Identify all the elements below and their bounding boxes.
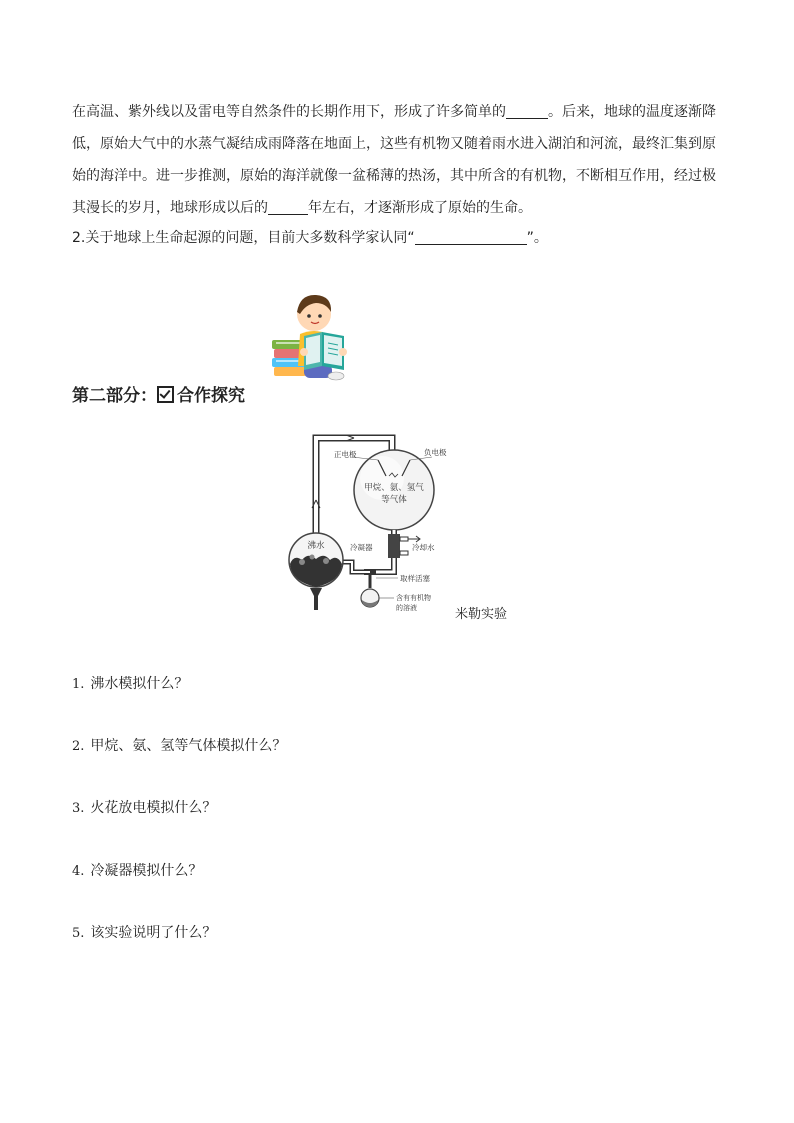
question-1-number: 1. bbox=[72, 677, 85, 692]
intro-paragraph bbox=[72, 96, 722, 224]
intro-line-1-a: 在高温、紫外线以及雷电等自然条件的长期作用下，形成了许多简单的 bbox=[72, 104, 506, 120]
reading-boy-illustration bbox=[270, 290, 350, 382]
question-2 bbox=[72, 735, 286, 755]
section-title-prefix: 第二部分： bbox=[72, 386, 157, 406]
section-title-rest: 合作探究 bbox=[177, 386, 245, 406]
diagram-caption: 米勒实验 bbox=[455, 607, 508, 622]
label-solution-line-2: 的溶液 bbox=[396, 604, 417, 612]
question-2-number: 2. bbox=[72, 739, 85, 754]
miller-experiment-diagram bbox=[282, 430, 522, 625]
question-5-text: 该实验说明了什么？ bbox=[90, 925, 217, 941]
question-3-text: 火花放电模拟什么？ bbox=[90, 800, 217, 816]
question-2-fill bbox=[72, 224, 548, 252]
question-5-number: 5. bbox=[72, 926, 85, 941]
answer-blank-years[interactable] bbox=[268, 200, 308, 215]
label-condenser: 冷凝器 bbox=[350, 543, 373, 552]
label-positive-electrode: 正电极 bbox=[334, 450, 357, 459]
intro-line-2: 低，原始大气中的水蒸气凝结成雨降落在地面上，这些有机物又随着雨水进入湖泊和河流，最终汇集到原 bbox=[72, 136, 716, 152]
question-4 bbox=[72, 860, 202, 880]
question-2-text: 甲烷、氨、氢等气体模拟什么？ bbox=[90, 738, 287, 754]
label-sampling-valve: 取样活塞 bbox=[400, 574, 430, 583]
label-negative-electrode: 负电极 bbox=[424, 448, 447, 457]
section-title bbox=[72, 381, 245, 406]
question-3 bbox=[72, 797, 216, 817]
checkbox-icon bbox=[157, 386, 174, 403]
intro-line-4-b: 年左右，才逐渐形成了原始的生命。 bbox=[308, 200, 532, 216]
question-2-prefix: 2.关于地球上生命起源的问题，目前大多数科学家认同“ bbox=[72, 230, 415, 246]
label-gas-line-1: 甲烷、氨、氢气 bbox=[364, 483, 424, 493]
label-boiling-water: 沸水 bbox=[307, 541, 325, 551]
label-gas-line-2: 等气体 bbox=[381, 495, 407, 505]
answer-blank-organic[interactable] bbox=[506, 104, 548, 119]
intro-line-1-b: 。后来，地球的温度逐渐降 bbox=[548, 104, 716, 120]
label-cooling-water: 冷却水 bbox=[412, 543, 435, 552]
question-5 bbox=[72, 922, 216, 942]
question-1-text: 沸水模拟什么？ bbox=[90, 676, 189, 692]
question-2-suffix: ”。 bbox=[526, 230, 548, 246]
question-4-text: 冷凝器模拟什么？ bbox=[90, 863, 203, 879]
label-solution-line-1: 含有有机物 bbox=[396, 594, 431, 602]
intro-line-3: 始的海洋中。进一步推测，原始的海洋就像一盆稀薄的热汤，其中所含的有机物，不断相互作用，经过极 bbox=[72, 168, 716, 184]
question-1 bbox=[72, 673, 188, 693]
intro-line-1 bbox=[72, 96, 722, 128]
answer-blank-theory[interactable] bbox=[415, 230, 527, 245]
question-4-number: 4. bbox=[72, 864, 85, 879]
intro-line-4-a: 其漫长的岁月，地球形成以后的 bbox=[72, 200, 268, 216]
intro-line-4 bbox=[72, 192, 722, 224]
question-3-number: 3. bbox=[72, 801, 85, 816]
